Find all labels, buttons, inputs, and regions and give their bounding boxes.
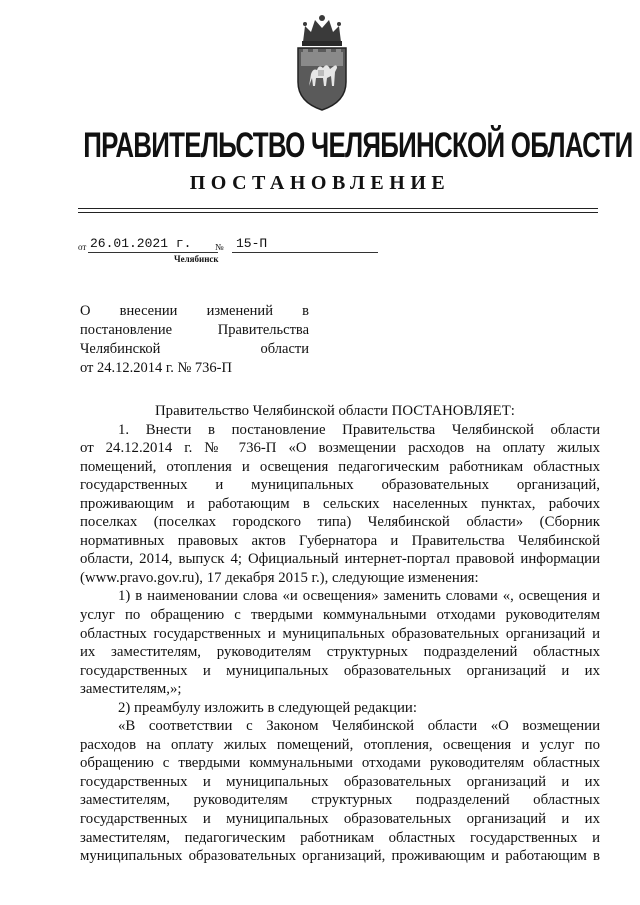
- body-line: государственных и муниципальных образовательных организаций и их: [80, 773, 600, 790]
- body-line: 1) в наименовании слова «и освещения» заменить словами «, освещения и: [118, 588, 600, 605]
- document-number: 15-П: [236, 236, 268, 251]
- body-line: государственных и муниципальных образовательных организаций,: [80, 477, 600, 494]
- body-line: Правительство Челябинской области ПОСТАНОВЛЯЕТ:: [155, 403, 515, 419]
- document-date: 26.01.2021 г.: [90, 236, 192, 251]
- body-line: государственных и муниципальных образовательных организаций и их: [80, 811, 600, 828]
- body-line: государственных и муниципальных образовательных организаций и их: [80, 662, 600, 679]
- body-line: «В соответствии с Законом Челябинской области «О возмещении: [118, 718, 600, 735]
- body-line: нормативных правовых актов Губернатора и Правительства Челябинской: [80, 532, 600, 549]
- body-line: 2) преамбулу изложить в следующей редакции:: [118, 699, 417, 716]
- body-line: их заместителям, руководителям структурных подразделений областных: [80, 644, 600, 661]
- date-prefix: от: [78, 242, 87, 252]
- document-subject: [80, 302, 309, 378]
- subject-line: постановление Правительства: [80, 322, 309, 338]
- header-divider-top: [78, 208, 598, 209]
- body-line: муниципальных образовательных организаций, проживающим и работающим в: [80, 848, 600, 865]
- chelyabinsk-coat-of-arms-icon: [291, 12, 353, 112]
- body-line: от 24.12.2014 г. № 736-П «О возмещении расходов на оплату жилых: [80, 440, 600, 457]
- city-name: Челябинск: [174, 254, 219, 264]
- government-title: ПРАВИТЕЛЬСТВО ЧЕЛЯБИНСКОЙ ОБЛАСТИ: [83, 126, 633, 165]
- body-line: областных государственных и муниципальных образовательных организаций и: [80, 625, 600, 642]
- subject-line: от 24.12.2014 г. № 736-П: [80, 360, 232, 376]
- subject-line: Челябинской области: [80, 341, 309, 357]
- body-line: области, 2014, выпуск 4; Официальный интернет-портал правовой информации: [80, 551, 600, 568]
- body-line: (www.pravo.gov.ru), 17 декабря 2015 г.), следующие изменения:: [80, 569, 479, 586]
- body-line: проживающим и работающим в сельских населенных пунктах, рабочих: [80, 495, 600, 512]
- body-line: обращению с твердыми коммунальными отходами руководителям областных: [80, 755, 600, 772]
- body-line: заместителям, руководителям структурных подразделений областных: [80, 792, 600, 809]
- body-line: заместителям, педагогическим работникам областных государственных и: [80, 829, 600, 846]
- body-line: поселках (поселках городского типа) Челябинской области» (Сборник: [80, 514, 600, 531]
- body-line: расходов на оплату жилых помещений, отопления, освещения и услуг по: [80, 736, 600, 753]
- body-line: 1. Внести в постановление Правительства Челябинской области: [118, 421, 600, 438]
- number-prefix: №: [215, 242, 224, 252]
- body-line: помещений, отопления и освещения педагогическим работникам областных: [80, 458, 600, 475]
- document-body: [80, 402, 600, 866]
- document-type: ПОСТАНОВЛЕНИЕ: [189, 172, 451, 194]
- body-line: заместителям,»;: [80, 681, 182, 698]
- subject-line: О внесении изменений в: [80, 303, 309, 319]
- header-divider-bottom: [78, 212, 598, 213]
- body-line: услуг по обращению с твердыми коммунальными отходами руководителям: [80, 607, 600, 624]
